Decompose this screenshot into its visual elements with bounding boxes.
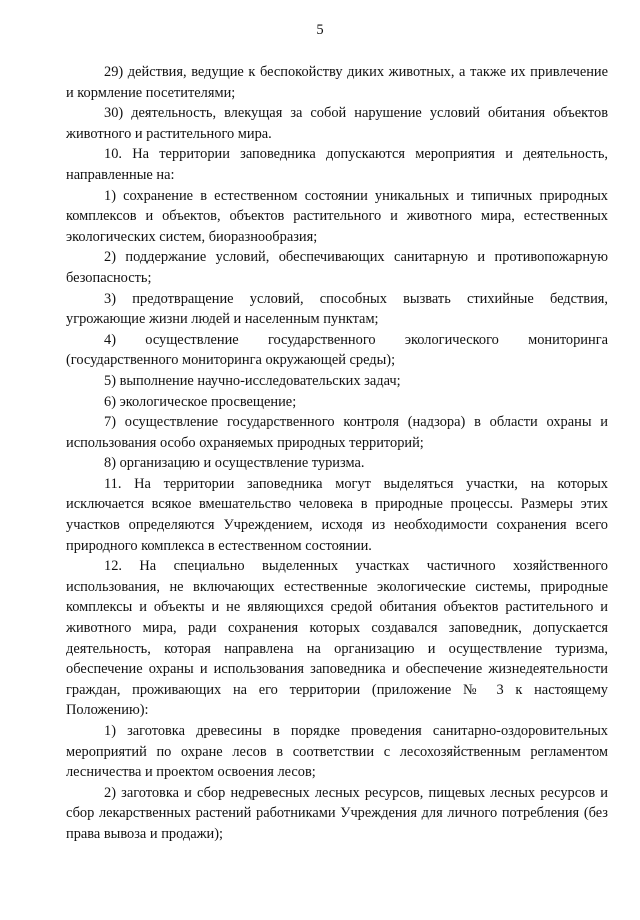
paragraph-12-item-1: 1) заготовка древесины в порядке проведения санитарно-оздоровительных мероприятий по охране лесов в соответствии с лесохозяйственным регламентом лесничества и проектом освоения лесов; [66, 723, 608, 781]
paragraph-10-item-3: 3) предотвращение условий, способных вызвать стихийные бедствия, угрожающие жизни людей и населенным пунктам; [66, 290, 608, 328]
paragraph-section-10: 10. На территории заповедника допускаются мероприятия и деятельность, направленные на: [66, 146, 608, 183]
paragraph-10-item-5: 5) выполнение научно-исследовательских задач; [104, 372, 401, 389]
paragraph-section-11: 11. На территории заповедника могут выделяться участки, на которых исключается всякое вмешательство человека в природные процессы. Размеры этих участков определяются Учреждением, исходя из необходимости сохранения всего природного комплекса в естественном состоянии. [66, 475, 608, 554]
paragraph-item-30: 30) деятельность, влекущая за собой нарушение условий обитания объектов животного и растительного мира. [66, 105, 608, 142]
paragraph-10-item-1: 1) сохранение в естественном состоянии уникальных и типичных природных комплексов и объектов, объектов растительного и животного мира, естественных экологических систем, биоразнообразия; [66, 187, 608, 245]
paragraph-item-29: 29) действия, ведущие к беспокойству диких животных, а также их привлечение и кормление посетителями; [66, 64, 608, 101]
paragraph-10-item-7: 7) осуществление государственного контроля (надзора) в области охраны и использования особо охраняемых природных территорий; [66, 414, 608, 451]
paragraph-10-item-2: 2) поддержание условий, обеспечивающих санитарную и противопожарную безопасность; [66, 249, 608, 286]
paragraph-section-12: 12. На специально выделенных участках частичного хозяйственного использования, не включающих естественные экологические системы, природные комплексы и объекты и не являющихся средой обитания объектов растительного и животного мира, ради сохранения которых создавался заповедник, допускается деятельность, которая направлена на организацию и осуществление туризма, обеспечение охраны и использования заповедника и обеспечение жизнедеятельности граждан, проживающих на его территории (приложение № 3 к настоящему Положению): [66, 558, 608, 719]
paragraph-12-item-2: 2) заготовка и сбор недревесных лесных ресурсов, пищевых лесных ресурсов и сбор лекарственных растений работниками Учреждения для личного потребления (без права вывоза и продажи); [66, 784, 608, 842]
paragraph-10-item-6: 6) экологическое просвещение; [104, 393, 297, 410]
page-number: 5 [316, 22, 324, 38]
paragraph-10-item-8: 8) организацию и осуществление туризма. [104, 455, 365, 472]
document-body [66, 62, 608, 845]
paragraph-10-item-4: 4) осуществление государственного экологического мониторинга (государственного мониторинга окружающей среды); [66, 331, 608, 369]
